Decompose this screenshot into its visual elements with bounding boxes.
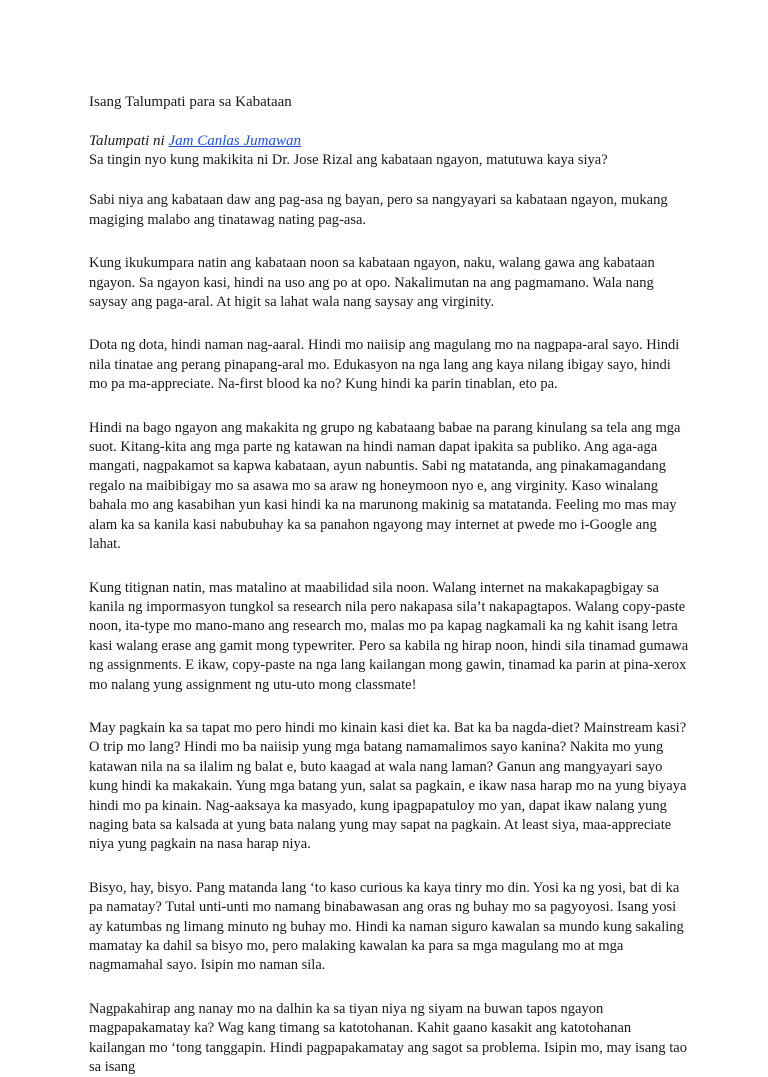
paragraph: Hindi na bago ngayon ang makakita ng grupo ng kabataang babae na parang kinulang sa tela ang mga suot. Kitang-kita ang mga parte ng katawan na hindi naman dapat ipakita sa publiko. Ang aga-aga mangati, nagpakamot sa kapwa kabataan, ayun nabuntis. Sabi ng matatanda, ang pinakamagandang regalo na maibibigay mo sa asawa mo sa araw ng honeymoon nyo e, ang virginity. Kaso winalang bahala mo ang kasabihan yun kasi hindi ka na marunong makinig sa matatanda. Feeling mo mas may alam ka sa kanila kasi nabubuhay ka sa panahon ngayong may internet at pwede mo i-Google ang lahat. [89, 419, 681, 553]
document-title: Isang Talumpati para sa Kabataan [89, 94, 292, 110]
byline-prefix: Talumpati ni [89, 133, 169, 149]
paragraph: Kung titignan natin, mas matalino at maabilidad sila noon. Walang internet na makakapagbigay sa kanila ng impormasyon tungkol sa research nila pero nakapasa sila’t nakapagtapos. Walang copy-paste noon, ita-type mo mano-mano ang research mo, malas mo pa kapag nagkamali ka ng kahit isang letra kasi walang erase ang gamit mong typewriter. Pero sa kabila ng hirap noon, hindi sila tinamad gumawa ng assignments. E ikaw, copy-paste na nga lang kailangan mong gawin, tinamad ka parin at pina-xerox mo nalang yung assignment ng utu-uto mong classmate! [89, 579, 689, 693]
paragraph: May pagkain ka sa tapat mo pero hindi mo kinain kasi diet ka. Bat ka ba nagda-diet? Mainstream kasi? O trip mo lang? Hindi mo ba naiisip yung mga batang namamalimos sayo kanina? Nakita mo yung katawan nila na sa ilalim ng balat e, buto kaagad at wala nang laman? Ganun ang mangyayari sayo kung hindi ka makakain. Yung mga batang yun, salat sa pagkain, e ikaw nasa harap mo na yung biyaya hindi mo pa kinain. Nag-aaksaya ka masyado, kung ipagpapatuloy mo yan, dapat ikaw nalang yung naging bata sa kalsada at yung bata nalang yung may sapat na pagkain. At least siya, maa-appreciate niya yung pagkain na nasa harap niya. [89, 719, 687, 853]
paragraph: Kung ikukumpara natin ang kabataan noon sa kabataan ngayon, naku, walang gawa ang kabataan ngayon. Sa ngayon kasi, hindi na uso ang po at opo. Nakalimutan na ang pagmamano. Wala nang saysay ang paga-aral. At higit sa lahat wala nang saysay ang virginity. [89, 255, 655, 311]
author-link[interactable]: Jam Canlas Jumawan [168, 133, 301, 149]
paragraph: Sabi niya ang kabataan daw ang pag-asa ng bayan, pero sa nangyayari sa kabataan ngayon, mukang magiging malabo ang tinatawag nating pag-asa. [89, 192, 668, 228]
paragraph: Sa tingin nyo kung makikita ni Dr. Jose Rizal ang kabataan ngayon, matutuwa kaya siya? [89, 152, 608, 168]
byline [89, 131, 689, 151]
paragraph: Bisyo, hay, bisyo. Pang matanda lang ‘to kaso curious ka kaya tinry mo din. Yosi ka ng yosi, bat di ka pa namatay? Tutal unti-unti mo namang binabawasan ang oras ng buhay mo sa pagyoyosi. Isang yosi ay katumbas ng limang minuto ng buhay mo. Hindi ka naman siguro kawalan sa mundo kung sakaling mamatay ka dahil sa bisyo mo, pero malaking kawalan ka para sa mga magulang mo at mga nagmamahal sayo. Isipin mo naman sila. [89, 879, 684, 974]
paragraph: Nagpakahirap ang nanay mo na dalhin ka sa tiyan niya ng siyam na buwan tapos ngayon magpapakamatay ka? Wag kang timang sa katotohanan. Kahit gaano kasakit ang katotohanan kailangan mo ‘tong tanggapin. Hindi pagpapakamatay ang sagot sa problema. Isipin mo, may isang tao sa isang [89, 1000, 687, 1076]
paragraph: Dota ng dota, hindi naman nag-aaral. Hindi mo naiisip ang magulang mo na nagpapa-aral sayo. Hindi nila tinatae ang perang pinapang-aral mo. Edukasyon na nga lang ang kaya nilang ibigay sayo, hindi mo pa ma-appreciate. Na-first blood ka no? Kung hindi ka parin tinablan, eto pa. [89, 337, 680, 393]
document-body [89, 92, 689, 1077]
